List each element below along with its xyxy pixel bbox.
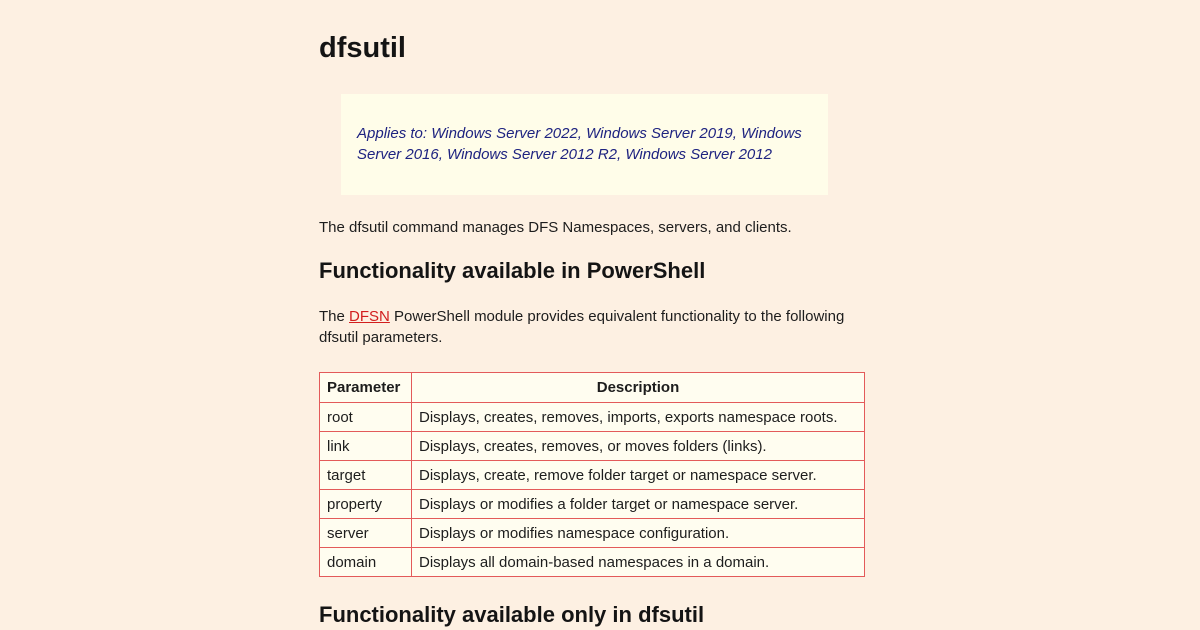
intro-paragraph: The dfsutil command manages DFS Namespaces, servers, and clients. [319, 219, 792, 236]
parameter-cell: target [320, 461, 412, 490]
section-heading-dfsutil-only: Functionality available only in dfsutil [319, 602, 705, 627]
powershell-paragraph-end: PowerShell module provides equivalent functionality to the following dfsutil parameters. [319, 308, 845, 346]
description-cell: Displays, creates, removes, imports, exports namespace roots. [412, 403, 865, 432]
parameter-cell: domain [320, 548, 412, 577]
table-row [320, 432, 865, 461]
description-cell: Displays all domain-based namespaces in a domain. [412, 548, 865, 577]
table-row [320, 519, 865, 548]
table-row [320, 403, 865, 432]
description-cell: Displays, create, remove folder target or namespace server. [412, 461, 865, 490]
powershell-paragraph [319, 306, 879, 348]
applies-to-text: Applies to: Windows Server 2022, Windows Server 2019, Windows Server 2016, Windows Server 2012 R2, Windows Server 2012 [357, 125, 802, 163]
description-cell: Displays or modifies namespace configuration. [412, 519, 865, 548]
table-row [320, 490, 865, 519]
parameter-cell: property [320, 490, 412, 519]
description-cell: Displays, creates, removes, or moves folders (links). [412, 432, 865, 461]
applies-to-note [341, 94, 828, 195]
section-heading-powershell: Functionality available in PowerShell [319, 258, 706, 283]
table-row [320, 548, 865, 577]
dfsn-link[interactable]: DFSN [349, 308, 390, 325]
parameter-cell: link [320, 432, 412, 461]
description-cell: Displays or modifies a folder target or namespace server. [412, 490, 865, 519]
parameter-cell: root [320, 403, 412, 432]
column-header-description: Description [412, 373, 865, 403]
powershell-paragraph-start: The [319, 308, 350, 325]
parameter-cell: server [320, 519, 412, 548]
column-header-parameter: Parameter [320, 373, 412, 403]
parameters-table [319, 372, 865, 577]
table-header-row [320, 373, 865, 403]
table-row [320, 461, 865, 490]
page-title: dfsutil [319, 32, 406, 64]
